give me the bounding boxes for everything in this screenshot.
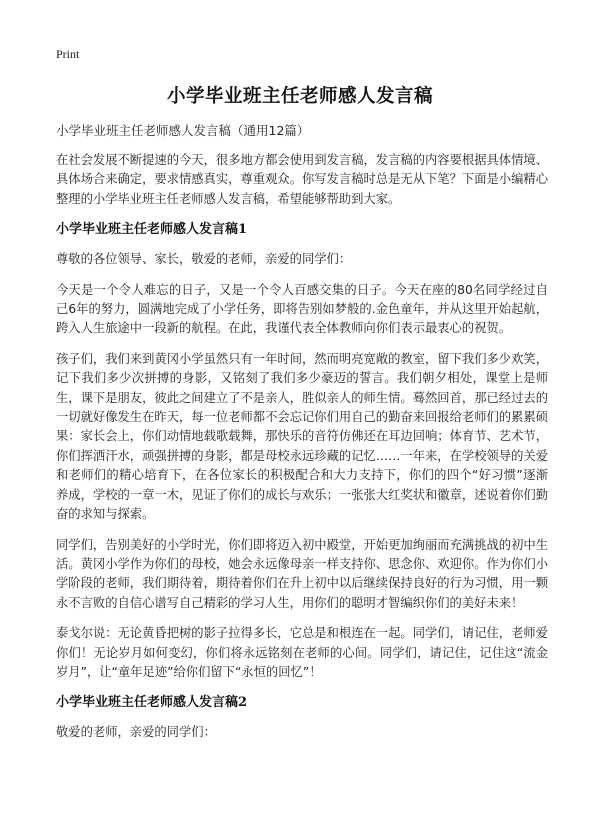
page-title: 小学毕业班主任老师感人发言稿 — [166, 86, 433, 107]
section-heading-1: 小学毕业班主任老师感人发言稿1 — [56, 222, 248, 238]
article-body — [56, 151, 548, 754]
section-1-paragraph: 孩子们，我们来到黄冈小学虽然只有一年时间，然而明亮宽敞的教室，留下我们多少欢笑，记下我们多少次拼搏的身影，又铭刻了我们多少豪迈的誓言。我们朝夕相处，课堂上是师生，课下是朋友，彼此之间建立了不是亲人，胜似亲人的师生情。蓦然回首，那已经过去的一切就好像发生在昨天，每一位老师都不会忘记你们用自己的勤奋来回报给老师们的累累硕果：家长会上，你们动情地载歌载舞，那快乐的音符仿佛还在耳边回响；体育节、艺术节，你们挥洒汗水，顽强拼搏的身影，都是母校永远珍藏的记忆……一年来，在学校领导的关爱和老师们的精心培育下，在各位家长的积极配合和大力支持下，你们的四个“好习惯”逐渐养成，学校的一章一木，见证了你们的成长与欢乐；一张张大红奖状和徽章，述说着你们勤奋的求知与探索。 — [56, 351, 548, 522]
section-1-paragraph: 泰戈尔说：无论黄昏把树的影子拉得多长，它总是和根连在一起。同学们，请记住，老师爱你们！无论岁月如何变幻，你们将永远铭刻在老师的心间。同学们，请记住，记住这“流金岁月”，让“童年足迹”给你们留下“永恒的回忆”！ — [56, 626, 548, 679]
intro-paragraph: 在社会发展不断提速的今天，很多地方都会使用到发言稿，发言稿的内容要根据具体情境、具体场合来确定，要求情感真实，尊重观众。你写发言稿时总是无从下笔？下面是小编精心整理的小学毕业班主任老师感人发言稿，希望能够帮助到大家。 — [56, 153, 548, 206]
section-1-greeting: 尊敬的各位领导、家长，敬爱的老师，亲爱的同学们： — [56, 252, 352, 267]
section-heading-2: 小学毕业班主任老师感人发言稿2 — [56, 695, 248, 711]
section-1-paragraph: 同学们，告别美好的小学时光，你们即将迈入初中殿堂，开始更加绚丽而充满挑战的初中生活。黄冈小学作为你们的母校，她会永远像母亲一样支持你、思念你、欢迎你。作为你们小学阶段的老师，我们期待着，期待着你们在升上初中以后继续保持良好的行为习惯，用一颗永不言败的自信心谱写自己精彩的学习人生，用你们的聪明才智编织你们的美好未来！ — [56, 537, 548, 610]
page-subtitle: 小学毕业班主任老师感人发言稿（通用12篇） — [56, 123, 310, 138]
print-link[interactable]: Print — [56, 47, 80, 61]
section-1-paragraph: 今天是一个令人难忘的日子，又是一个令人百感交集的日子。今天在座的80名同学经过自己6年的努力，圆满地完成了小学任务，即将告别如梦般的.金色童年，并从这里开始起航，跨入人生旅途中一段新的航程。在此，我谨代表全体教师向你们表示最衷心的祝贺。 — [56, 282, 548, 336]
section-2-greeting: 敬爱的老师，亲爱的同学们： — [56, 725, 216, 740]
